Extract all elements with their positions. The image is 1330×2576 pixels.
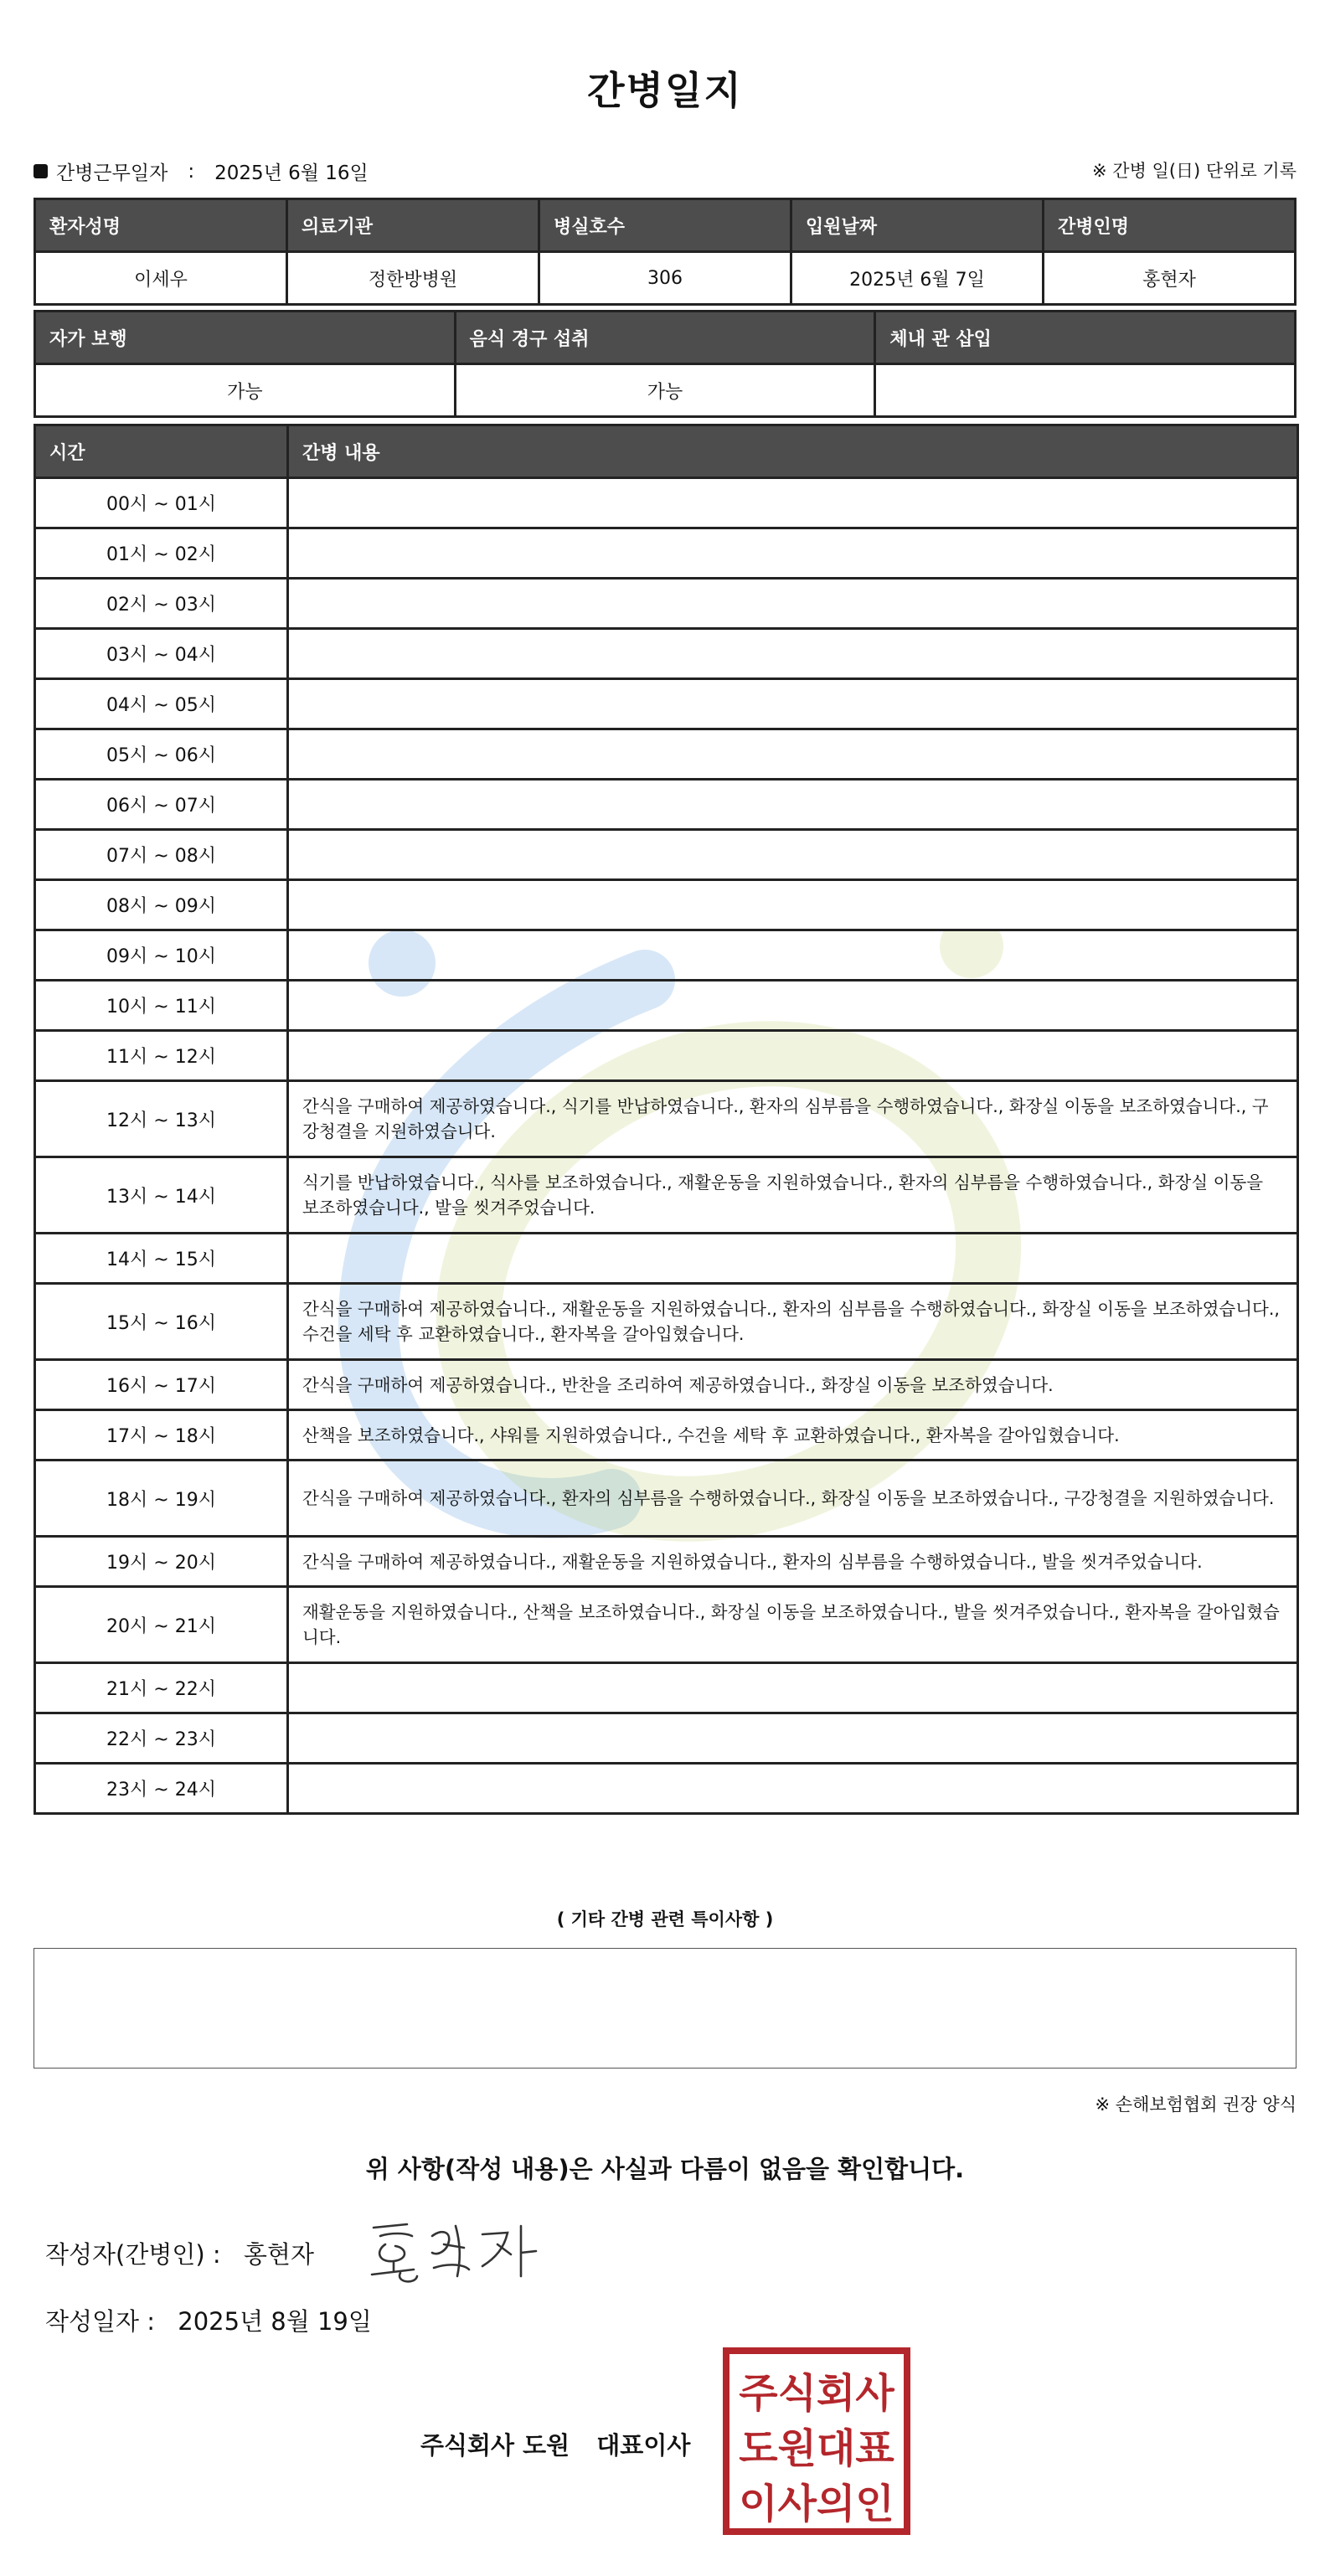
time-slot: 20시 ~ 21시 — [35, 1587, 288, 1663]
patient-status-header-row — [35, 312, 1296, 364]
writer-line — [45, 2236, 314, 2270]
schedule-row — [35, 1764, 1298, 1814]
time-slot: 02시 ~ 03시 — [35, 579, 288, 629]
seal-line-1: 주식회사 — [739, 2370, 894, 2417]
time-slot: 01시 ~ 02시 — [35, 528, 288, 579]
patient-status-table — [34, 310, 1296, 418]
header-hospital: 의료기관 — [287, 199, 539, 252]
time-slot: 05시 ~ 06시 — [35, 729, 288, 780]
seal-line-2: 도원대표 — [739, 2425, 894, 2472]
schedule-row — [35, 981, 1298, 1031]
schedule-row — [35, 1234, 1298, 1284]
schedule-row — [35, 1031, 1298, 1081]
caregiver-name: 홍현자 — [1044, 252, 1296, 305]
notes-title: ( 기타 간병 관련 특이사항 ) — [556, 1909, 774, 1929]
time-slot: 18시 ~ 19시 — [35, 1461, 288, 1537]
schedule-row — [35, 478, 1298, 528]
care-content: 간식을 구매하여 제공하였습니다., 재활운동을 지원하였습니다., 환자의 심부름을 수행하였습니다., 발을 씻겨주었습니다. — [288, 1537, 1298, 1587]
tube-insertion-value — [875, 364, 1296, 417]
time-slot: 08시 ~ 09시 — [35, 880, 288, 930]
header-caregiver: 간병인명 — [1044, 199, 1296, 252]
care-schedule-table — [34, 424, 1299, 1815]
bullet-square-icon — [34, 164, 48, 178]
patient-info-header-row — [35, 199, 1296, 252]
schedule-header-row — [35, 425, 1298, 478]
work-date-separator: : — [188, 160, 195, 183]
work-date-value: 2025년 6월 16일 — [214, 162, 369, 184]
care-content: 산책을 보조하였습니다., 샤워를 지원하였습니다., 수건을 세탁 후 교환하였습니다., 환자복을 갈아입혔습니다. — [288, 1410, 1298, 1461]
schedule-body — [35, 478, 1298, 1814]
written-date-line — [45, 2303, 372, 2337]
care-content — [288, 830, 1298, 880]
schedule-row — [35, 579, 1298, 629]
time-slot: 17시 ~ 18시 — [35, 1410, 288, 1461]
admission-date: 2025년 6월 7일 — [791, 252, 1044, 305]
unit-note: ※ 간병 일(日) 단위로 기록 — [1092, 161, 1296, 181]
schedule-row — [35, 528, 1298, 579]
schedule-row — [35, 679, 1298, 729]
care-content — [288, 780, 1298, 830]
care-content — [288, 930, 1298, 981]
schedule-row — [35, 1157, 1298, 1234]
company-representative: 대표이사 — [596, 2431, 691, 2460]
time-slot: 03시 ~ 04시 — [35, 629, 288, 679]
oral-intake-value: 가능 — [455, 364, 875, 417]
patient-status-value-row — [35, 364, 1296, 417]
company-name: 주식회사 도원 — [420, 2431, 570, 2460]
schedule-row — [35, 1713, 1298, 1764]
header-time: 시간 — [35, 425, 288, 478]
handwritten-signature — [357, 2211, 558, 2286]
schedule-row — [35, 1081, 1298, 1157]
header-oral-intake: 음식 경구 섭취 — [455, 312, 875, 364]
written-date-value: 2025년 8월 19일 — [178, 2307, 372, 2336]
time-slot: 12시 ~ 13시 — [35, 1081, 288, 1157]
time-slot: 16시 ~ 17시 — [35, 1360, 288, 1410]
schedule-row — [35, 780, 1298, 830]
schedule-row — [35, 729, 1298, 780]
care-content — [288, 679, 1298, 729]
header-patient-name: 환자성명 — [35, 199, 287, 252]
patient-info-table — [34, 198, 1296, 306]
care-content — [288, 478, 1298, 528]
schedule-row — [35, 880, 1298, 930]
care-content: 간식을 구매하여 제공하였습니다., 환자의 심부름을 수행하였습니다., 화장실 이동을 보조하였습니다., 구강청결을 지원하였습니다. — [288, 1461, 1298, 1537]
written-date-label: 작성일자 : — [45, 2307, 156, 2336]
header-tube-insertion: 체내 관 삽입 — [875, 312, 1296, 364]
schedule-row — [35, 1663, 1298, 1713]
time-slot: 21시 ~ 22시 — [35, 1663, 288, 1713]
care-content: 식기를 반납하였습니다., 식사를 보조하였습니다., 재활운동을 지원하였습니다., 환자의 심부름을 수행하였습니다., 화장실 이동을 보조하였습니다., 발을 씻겨주었습니다. — [288, 1157, 1298, 1234]
care-content — [288, 579, 1298, 629]
recommend-note: ※ 손해보험협회 권장 양식 — [1095, 2094, 1296, 2115]
care-content — [288, 729, 1298, 780]
page-title: 간병일지 — [587, 68, 743, 113]
notes-box — [34, 1948, 1296, 2069]
patient-info-value-row — [35, 252, 1296, 305]
schedule-row — [35, 1284, 1298, 1360]
care-content — [288, 1234, 1298, 1284]
time-slot: 11시 ~ 12시 — [35, 1031, 288, 1081]
time-slot: 19시 ~ 20시 — [35, 1537, 288, 1587]
schedule-row — [35, 1461, 1298, 1537]
schedule-row — [35, 830, 1298, 880]
confirmation-statement: 위 사항(작성 내용)은 사실과 다름이 없음을 확인합니다. — [365, 2155, 965, 2183]
seal-line-3: 이사의인 — [739, 2481, 894, 2527]
header-care-content: 간병 내용 — [288, 425, 1298, 478]
schedule-row — [35, 1587, 1298, 1663]
company-seal-stamp — [722, 2347, 911, 2536]
care-content — [288, 629, 1298, 679]
care-content — [288, 1663, 1298, 1713]
care-content — [288, 528, 1298, 579]
writer-label: 작성자(간병인) : — [45, 2240, 221, 2269]
schedule-row — [35, 629, 1298, 679]
work-date — [34, 157, 369, 185]
time-slot: 10시 ~ 11시 — [35, 981, 288, 1031]
time-slot: 15시 ~ 16시 — [35, 1284, 288, 1360]
header-admission-date: 입원날짜 — [791, 199, 1044, 252]
schedule-row — [35, 930, 1298, 981]
time-slot: 09시 ~ 10시 — [35, 930, 288, 981]
care-content: 재활운동을 지원하였습니다., 산책을 보조하였습니다., 화장실 이동을 보조하였습니다., 발을 씻겨주었습니다., 환자복을 갈아입혔습니다. — [288, 1587, 1298, 1663]
time-slot: 07시 ~ 08시 — [35, 830, 288, 880]
company-line — [420, 2427, 690, 2461]
time-slot: 13시 ~ 14시 — [35, 1157, 288, 1234]
time-slot: 04시 ~ 05시 — [35, 679, 288, 729]
patient-name: 이세우 — [35, 252, 287, 305]
schedule-row — [35, 1360, 1298, 1410]
schedule-row — [35, 1410, 1298, 1461]
schedule-row — [35, 1537, 1298, 1587]
work-date-label: 간병근무일자 — [56, 162, 168, 184]
care-content — [288, 1713, 1298, 1764]
hospital-name: 정한방병원 — [287, 252, 539, 305]
header-room: 병실호수 — [539, 199, 791, 252]
time-slot: 14시 ~ 15시 — [35, 1234, 288, 1284]
care-content — [288, 880, 1298, 930]
care-content: 간식을 구매하여 제공하였습니다., 반찬을 조리하여 제공하였습니다., 화장실 이동을 보조하였습니다. — [288, 1360, 1298, 1410]
writer-name: 홍현자 — [243, 2240, 314, 2269]
room-number: 306 — [539, 252, 791, 305]
time-slot: 22시 ~ 23시 — [35, 1713, 288, 1764]
care-content — [288, 1031, 1298, 1081]
time-slot: 23시 ~ 24시 — [35, 1764, 288, 1814]
self-walking-value: 가능 — [35, 364, 456, 417]
care-content: 간식을 구매하여 제공하였습니다., 재활운동을 지원하였습니다., 환자의 심부름을 수행하였습니다., 화장실 이동을 보조하였습니다., 수건을 세탁 후 교환하였습니다., 환자복을 갈아입혔습니다. — [288, 1284, 1298, 1360]
header-self-walking: 자가 보행 — [35, 312, 456, 364]
care-content — [288, 981, 1298, 1031]
care-content — [288, 1764, 1298, 1814]
time-slot: 00시 ~ 01시 — [35, 478, 288, 528]
time-slot: 06시 ~ 07시 — [35, 780, 288, 830]
care-content: 간식을 구매하여 제공하였습니다., 식기를 반납하였습니다., 환자의 심부름을 수행하였습니다., 화장실 이동을 보조하였습니다., 구강청결을 지원하였습니다. — [288, 1081, 1298, 1157]
